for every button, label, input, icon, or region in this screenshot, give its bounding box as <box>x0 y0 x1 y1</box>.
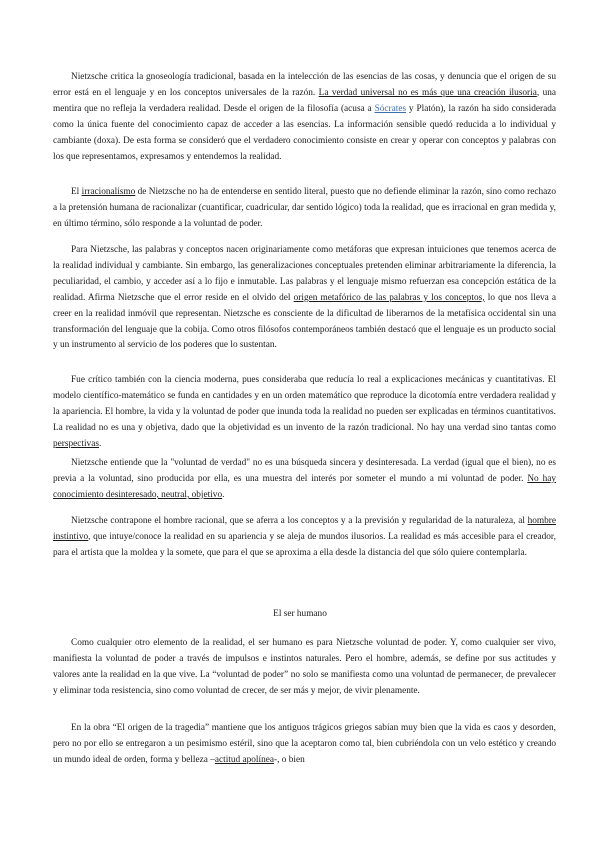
underlined-phrase: origen metafórico de las palabras y los conceptos, <box>293 292 485 303</box>
paragraph-lenguaje: Para Nietzsche, las palabras y conceptos nacen originariamente como metáforas que expresan intuiciones que tenemos acerca de la realidad individual y cambiante. Sin embargo, las generalizaciones conceptuales pretenden eliminar arbitrariamente la diferencia, la peculiaridad, el cambio, y acceder así a lo fijo e inmutable. Las palabras y el lenguaje mismo refuerzan esa concepción estática de la realidad. Afirma Nietzsche que el error reside en el olvido del origen metafórico de las palabras y los conceptos, lo que nos lleva a creer en la realidad inmóvil que representan. Nietzsche es consciente de la dificultad de liberarnos de la metafísica occidental sin una transformación del lenguaje que la cobija. Como otros filósofos contemporáneos también destacó que el lenguaje es un producto social y un instrumento al servicio de los poderes que lo sustentan. <box>53 245 557 351</box>
underlined-phrase: No hay conocimiento desinteresado, neutral, objetivo <box>53 473 556 500</box>
underlined-phrase: perspectivas <box>53 438 99 449</box>
underlined-phrase: actitud apolínea <box>214 754 274 765</box>
paragraph-ciencia: Fue crítico también con la ciencia moderna, pues consideraba que reducía lo real a explicaciones mecánicas y cuantitativas. El modelo científico-matemático se funda en cantidades y en un orden matemático que reproduce la dicotomía entre verdadera realidad y la apariencia. El hombre, la vida y la voluntad de poder que inunda toda la realidad no pueden ser explicadas en términos cuantitativos. La realidad no es una y objetiva, dado que la objetividad es un invento de la razón tradicional. No hay una verdad sino tantas como perspectivas. <box>53 375 556 449</box>
paragraph-gnoseologia: Nietzsche critica la gnoseología tradicional, basada en la intelección de las esencias de las cosas, y denuncia que el origen de su error está en el lenguaje y en los conceptos universales de la razón. La verdad universal no es más que una creación ilusoria, una mentira que no refleja la verdadera realidad. Desde el origen de la filosofía (acusa a Sócrates y Platón), la razón ha sido considerada como la única fuente del conocimiento capaz de acceder a las esencias. La información sensible quedó reducida a lo individual y cambiante (doxa). De esta forma se consideró que el verdadero conocimiento consiste en crear y operar con conceptos y palabras con los que representamos, expresamos y entendemos la realidad. <box>53 72 557 162</box>
paragraph-voluntad-verdad: Nietzsche entiende que la "voluntad de verdad" no es una búsqueda sincera y desinteresada. La verdad (igual que el bien), no es previa a la voluntad, sino producida por ella, es una muestra del interés por someter el mundo a mi voluntad de poder. No hay conocimiento desinteresado, neutral, objetivo. <box>53 458 556 500</box>
section-heading: El ser humano <box>273 609 327 619</box>
underlined-phrase: La verdad universal no es más que una creación ilusoria <box>318 87 537 98</box>
paragraph-ser-humano: Como cualquier otro elemento de la realidad, el ser humano es para Nietzsche voluntad de poder. Y, como cualquier ser vivo, manifiesta la voluntad de poder a través de impulsos e instintos naturales. Pero el hombre, además, se define por sus actitudes y valores ante la realidad en la que vive. La “voluntad de poder” no solo se manifiesta como una voluntad de permanecer, de prevalecer y eliminar toda resistencia, sino como voluntad de crecer, de ser más y mejor, de vivir plenamente. <box>53 638 556 696</box>
paragraph-tragedia: En la obra “El origen de la tragedia” mantiene que los antiguos trágicos griegos sabían muy bien que la vida es caos y desorden, pero no por ello se entregaron a un pesimismo estéril, sino que la aceptaron como tal, bien cubriéndola con un velo estético y creando un mundo ideal de orden, forma y belleza –actitud apolínea-, o bien <box>53 723 556 765</box>
underlined-phrase: irracionalismo <box>81 187 136 197</box>
socrates-link[interactable]: Sócrates <box>374 103 407 114</box>
paragraph-hombre-instintivo: Nietzsche contrapone el hombre racional, que se aferra a los conceptos y a la previsión y regularidad de la naturaleza, al hombre instintivo, que intuye/conoce la realidad en su apariencia y se aleja de mundos ilusorios. La realidad es más accesible para el creador, para el artista que la moldea y la somete, que para el que se aproxima a ella desde la distancia del que sólo quiere contemplarla. <box>53 516 556 558</box>
paragraph-irracionalismo: El irracionalismo de Nietzsche no ha de entenderse en sentido literal, puesto que no defiende eliminar la razón, sino como rechazo a la pretensión humana de racionalizar (cuantificar, cuadricular, dar sentido lógico) toda la realidad, que es irracional en gran medida y, en último término, sólo responde a la voluntad de poder. <box>53 187 556 229</box>
underlined-phrase: hombre instintivo <box>53 516 556 542</box>
